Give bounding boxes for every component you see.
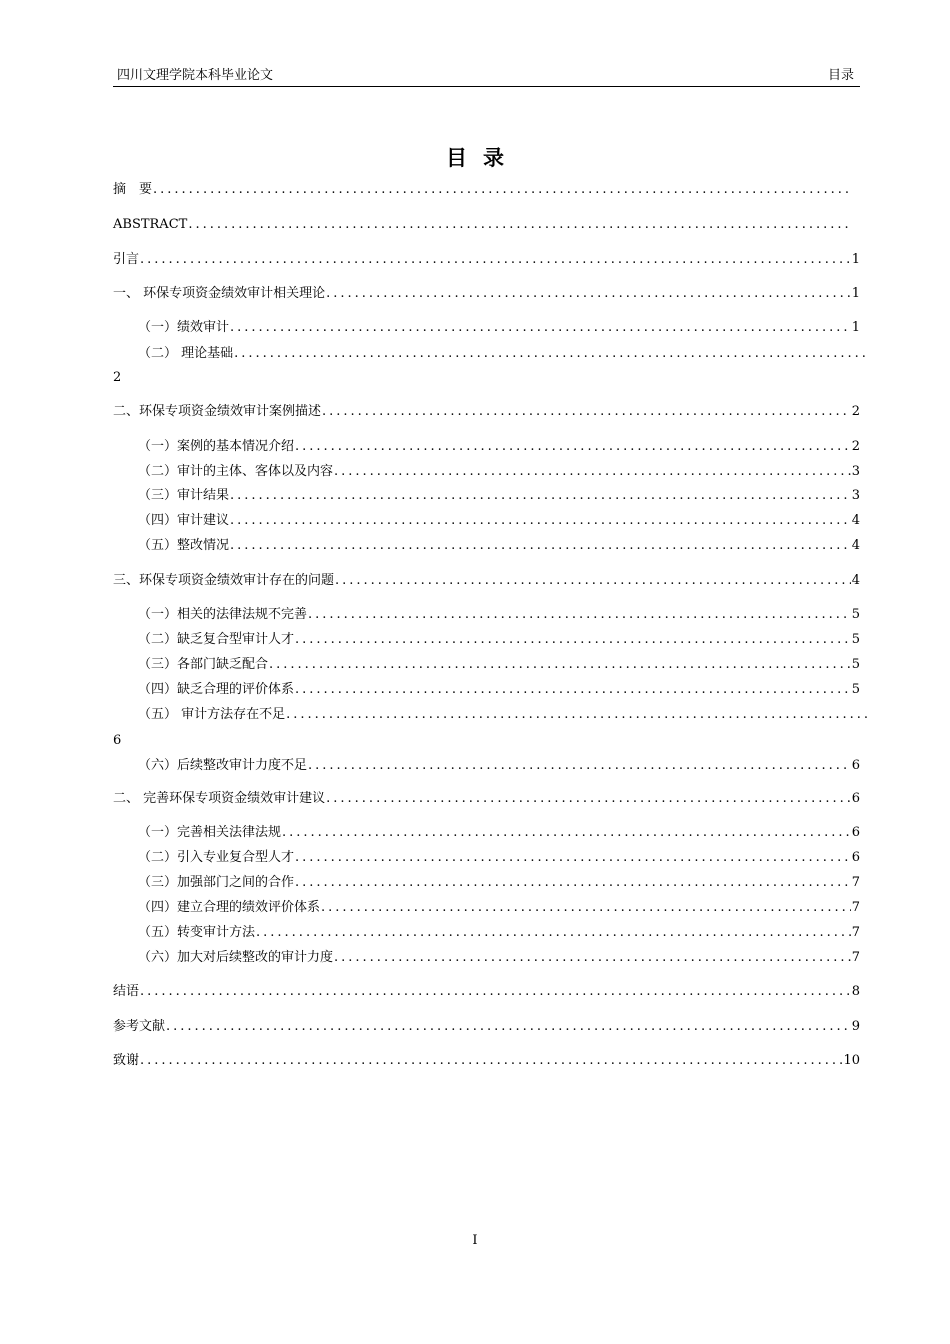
toc-entry-page: 6 (851, 825, 860, 840)
toc-entry-2-4[interactable] (138, 511, 860, 531)
toc-entry-label: （一）完善相关法律法规 (138, 825, 282, 840)
toc-entry-2-2[interactable] (138, 462, 860, 482)
toc-entry-label: （三）加强部门之间的合作 (138, 875, 295, 890)
toc-entry-label: （二）缺乏复合型审计人才 (138, 632, 295, 647)
toc-entry-page: 4 (851, 538, 860, 553)
toc-entry-page: 6 (851, 758, 860, 773)
toc-leader-dots (326, 284, 851, 304)
page-number-footer: I (472, 1233, 478, 1248)
toc-leader-dots (269, 655, 851, 675)
toc-leader-dots (140, 1051, 842, 1071)
page-title: 目录 (446, 146, 520, 170)
toc-entry-4-2[interactable] (138, 848, 860, 868)
toc-entry-label: 致谢 (113, 1053, 140, 1068)
toc-entry-page: 6 (851, 791, 860, 806)
toc-entry-acknowledgements[interactable] (113, 1051, 860, 1071)
toc-leader-dots (230, 486, 851, 506)
toc-leader-dots (295, 630, 851, 650)
toc-entry-abstract-cn[interactable] (113, 180, 860, 200)
toc-entry-page: 3 (851, 488, 860, 503)
toc-entry-page: 8 (851, 984, 860, 999)
toc-leader-dots (295, 437, 851, 457)
toc-leader-dots (321, 898, 851, 918)
toc-entry-3-2[interactable] (138, 630, 860, 650)
toc-entry-2-1[interactable] (138, 437, 860, 457)
toc-entry-page: 1 (851, 286, 860, 301)
toc-leader-dots (282, 823, 851, 843)
toc-entry-4-4[interactable] (138, 898, 860, 918)
toc-leader-dots (334, 948, 851, 968)
toc-leader-dots (140, 982, 851, 1002)
toc-entry-label: 参考文献 (113, 1019, 166, 1034)
toc-leader-dots (230, 318, 851, 338)
toc-leader-dots (308, 605, 851, 625)
toc-entry-page: 7 (851, 950, 860, 965)
toc-entry-2-5[interactable] (138, 536, 860, 556)
toc-entry-page: 7 (851, 875, 860, 890)
toc-leader-dots (295, 873, 851, 893)
toc-entry-page: 7 (851, 925, 860, 940)
toc-leader-dots (230, 511, 851, 531)
header-school-title: 四川文理学院本科毕业论文 (117, 68, 274, 83)
toc-entry-3-1[interactable] (138, 605, 860, 625)
toc-leader-dots (334, 462, 851, 482)
toc-entry-label: （二） 理论基础 (138, 346, 234, 361)
toc-entry-4-1[interactable] (138, 823, 860, 843)
header-section-title: 目录 (827, 68, 854, 83)
toc-entry-label: （三）各部门缺乏配合 (138, 657, 269, 672)
toc-entry-3-4[interactable] (138, 680, 860, 700)
toc-entry-label: （二）审计的主体、客体以及内容 (138, 464, 334, 479)
toc-entry-label: （一）绩效审计 (138, 320, 230, 335)
toc-leader-dots (335, 571, 851, 591)
toc-entry-page: 1 (851, 252, 860, 267)
toc-entry-references[interactable] (113, 1017, 860, 1037)
toc-entry-label: （四）缺乏合理的评价体系 (138, 682, 295, 697)
toc-entry-3-6[interactable] (138, 756, 860, 776)
toc-entry-label: ABSTRACT (113, 217, 188, 232)
toc-entry-page: 5 (851, 657, 860, 672)
toc-entry-page: 2 (851, 404, 860, 419)
toc-entry-page: 1 (851, 320, 860, 335)
toc-entry-label: 三、环保专项资金绩效审计存在的问题 (113, 573, 335, 588)
toc-entry-label: （五）转变审计方法 (138, 925, 256, 940)
toc-entry-page: 2 (851, 439, 860, 454)
toc-entry-abstract-en[interactable] (113, 215, 860, 235)
toc-entry-page: 10 (843, 1053, 860, 1068)
toc-leader-dots (140, 250, 851, 270)
toc-entry-label: （六）后续整改审计力度不足 (138, 758, 308, 773)
toc-entry-4-6[interactable] (138, 948, 860, 968)
toc-entry-label: 一、 环保专项资金绩效审计相关理论 (113, 286, 326, 301)
toc-entry-label: 引言 (113, 252, 140, 267)
toc-leader-dots (256, 923, 851, 943)
toc-entry-label: （三）审计结果 (138, 488, 230, 503)
toc-entry-label: 二、环保专项资金绩效审计案例描述 (113, 404, 322, 419)
toc-leader-dots (188, 215, 851, 235)
toc-entry-conclusion[interactable] (113, 982, 860, 1002)
toc-entry-label: （二）引入专业复合型人才 (138, 850, 295, 865)
toc-entry-chapter-3[interactable] (113, 571, 860, 591)
toc-entry-page: 4 (851, 513, 860, 528)
toc-leader-dots (308, 756, 851, 776)
toc-entry-4-5[interactable] (138, 923, 860, 943)
toc-entry-label: （四）审计建议 (138, 513, 230, 528)
toc-entry-2-3[interactable] (138, 486, 860, 506)
toc-entry-page: 9 (851, 1019, 860, 1034)
toc-entry-introduction[interactable] (113, 250, 860, 270)
toc-entry-label: 结语 (113, 984, 140, 999)
toc-leader-dots (286, 705, 867, 725)
toc-entry-4-3[interactable] (138, 873, 860, 893)
toc-leader-dots (153, 180, 851, 200)
toc-leader-dots (230, 536, 851, 556)
toc-entry-page-wrapped: 2 (113, 370, 122, 385)
toc-entry-label: （五）整改情况 (138, 538, 230, 553)
toc-entry-3-5[interactable] (138, 705, 868, 725)
toc-entry-label: （一）相关的法律法规不完善 (138, 607, 308, 622)
toc-entry-page: 5 (851, 607, 860, 622)
toc-leader-dots (322, 402, 851, 422)
toc-entry-label: 摘 要 (113, 182, 153, 197)
toc-entry-page: 5 (851, 632, 860, 647)
toc-leader-dots (326, 789, 851, 809)
toc-entry-label: （四）建立合理的绩效评价体系 (138, 900, 321, 915)
toc-leader-dots (295, 848, 851, 868)
toc-entry-chapter-1[interactable] (113, 284, 860, 304)
toc-entry-page: 6 (851, 850, 860, 865)
toc-entry-page: 3 (851, 464, 860, 479)
toc-entry-chapter-2[interactable] (113, 402, 860, 422)
toc-leader-dots (166, 1017, 851, 1037)
toc-entry-label: （五） 审计方法存在不足 (138, 707, 286, 722)
toc-leader-dots (234, 344, 867, 364)
toc-entry-label: （一）案例的基本情况介绍 (138, 439, 295, 454)
toc-entry-page: 4 (851, 573, 860, 588)
toc-entry-label: 二、 完善环保专项资金绩效审计建议 (113, 791, 326, 806)
toc-entry-page: 5 (851, 682, 860, 697)
toc-entry-page: 7 (851, 900, 860, 915)
toc-entry-3-3[interactable] (138, 655, 860, 675)
toc-entry-chapter-4[interactable] (113, 789, 860, 809)
toc-entry-page-wrapped: 6 (113, 733, 122, 748)
toc-entry-1-1[interactable] (138, 318, 860, 338)
toc-leader-dots (295, 680, 851, 700)
toc-entry-1-2[interactable] (138, 344, 868, 364)
toc-entry-label: （六）加大对后续整改的审计力度 (138, 950, 334, 965)
